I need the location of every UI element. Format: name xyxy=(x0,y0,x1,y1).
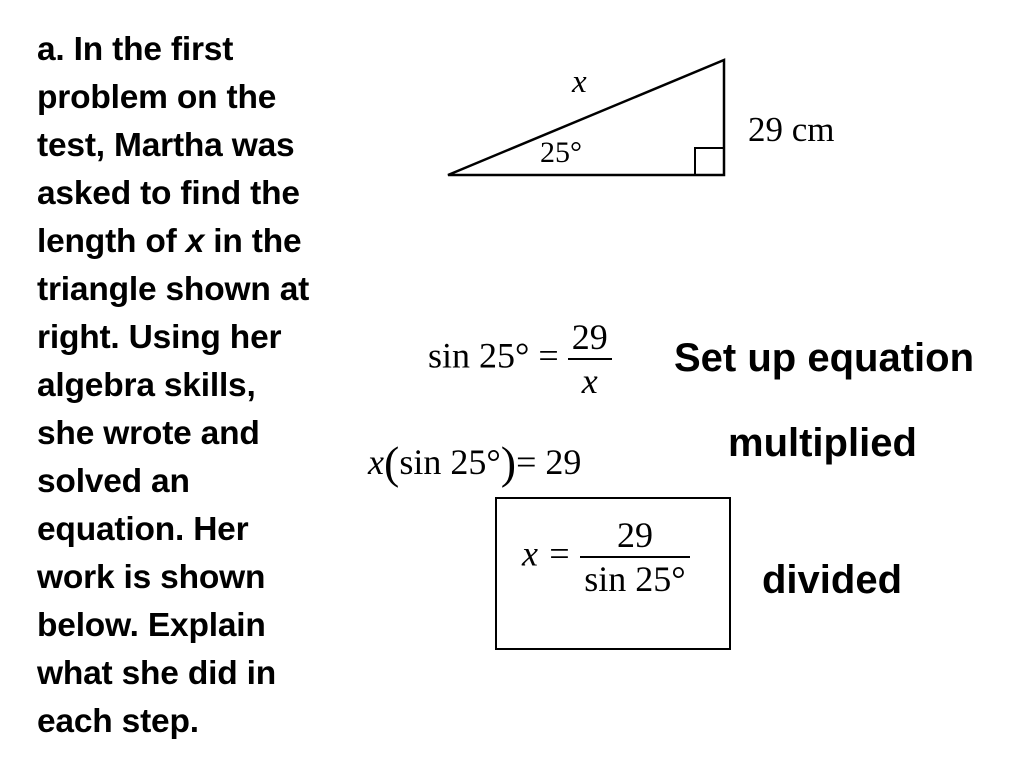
eq3-fraction xyxy=(580,514,689,600)
equation-divided xyxy=(522,514,690,600)
problem-line: what she did in xyxy=(37,655,276,692)
right-angle-marker xyxy=(695,148,724,175)
problem-line: each step. xyxy=(37,703,199,740)
eq1-lhs: sin 25° = xyxy=(428,335,559,376)
eq1-denominator: x xyxy=(568,358,612,402)
eq3-lhs: x = xyxy=(522,533,572,574)
problem-line: asked to find the xyxy=(37,175,300,212)
problem-line: problem on the xyxy=(37,79,277,116)
step-set-up-label: Set up equation xyxy=(674,336,974,380)
eq2-sin: sin 25° xyxy=(399,442,501,482)
problem-line: test, Martha was xyxy=(37,127,295,164)
problem-line: a. In the first xyxy=(37,31,234,68)
problem-line: solved an xyxy=(37,463,190,500)
step-divided-label: divided xyxy=(762,558,903,602)
eq3-numerator: 29 xyxy=(616,515,653,555)
problem-line: she wrote and xyxy=(37,415,260,452)
equation-set-up xyxy=(428,316,612,402)
eq2-paren-close: ) xyxy=(500,437,517,488)
eq2-rhs: = 29 xyxy=(516,442,582,482)
eq3-denominator: sin 25° xyxy=(580,556,689,600)
angle-label: 25° xyxy=(540,136,582,169)
problem-line: below. Explain xyxy=(37,607,266,644)
eq1-fraction xyxy=(568,316,612,402)
problem-line: equation. Her xyxy=(37,511,249,548)
eq2-paren-open: ( xyxy=(383,437,400,488)
side-label: 29 cm xyxy=(748,110,835,149)
problem-line: right. Using her xyxy=(37,319,282,356)
step-multiplied-label: multiplied xyxy=(728,421,917,465)
problem-line: algebra skills, xyxy=(37,367,256,404)
eq2-x: x xyxy=(368,442,384,482)
eq1-numerator: 29 xyxy=(571,317,608,357)
problem-line: work is shown xyxy=(37,559,266,596)
problem-variable: x xyxy=(185,223,205,260)
problem-line-text: length of xyxy=(37,223,186,260)
problem-line: triangle shown at xyxy=(37,271,310,308)
hypotenuse-label: x xyxy=(572,64,587,100)
equation-multiplied xyxy=(368,436,581,489)
problem-line-suffix: in the xyxy=(204,223,302,260)
